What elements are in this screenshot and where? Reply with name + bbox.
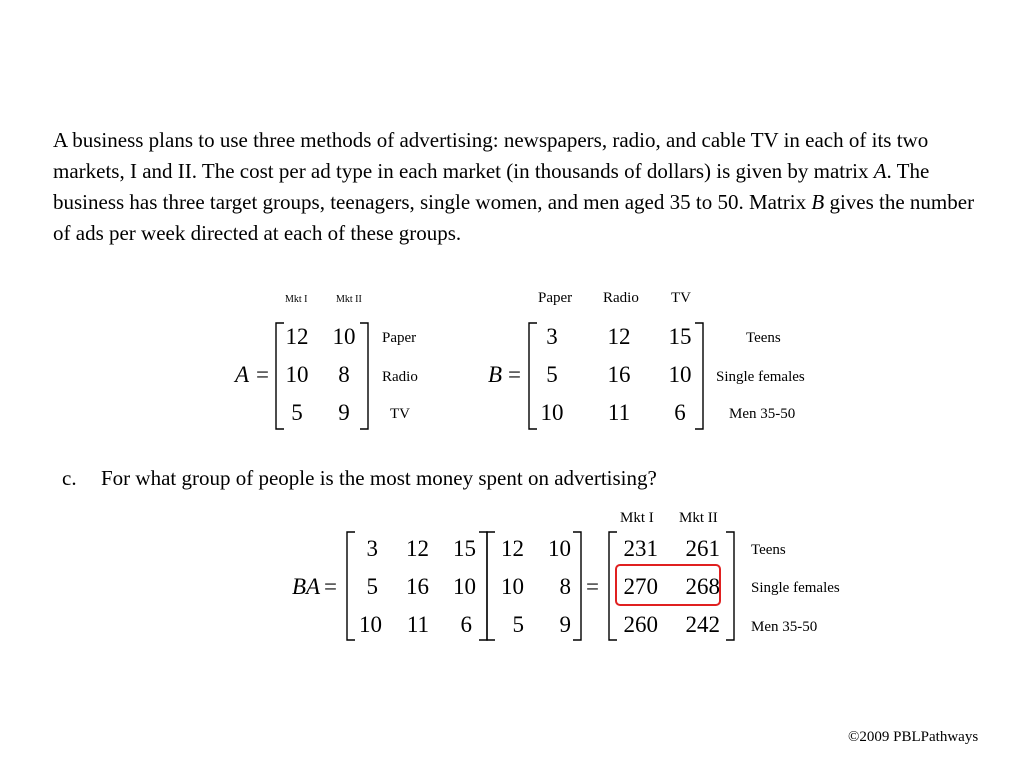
product-b-cell: 10: [453, 574, 476, 599]
product-result-cell: 242: [685, 612, 720, 637]
matrix-b-row-label: Teens: [746, 330, 781, 346]
question-letter: c.: [62, 466, 77, 490]
product-b-cell: 5: [366, 574, 378, 599]
product-row-label: Men 35-50: [751, 619, 818, 635]
matrix-b-cell: 10: [540, 400, 564, 425]
product-result-cell: 261: [685, 536, 720, 561]
matrix-a-cell: 5: [291, 400, 303, 425]
product-a-cell: 9: [559, 612, 571, 637]
product-result-cell: 270: [623, 574, 658, 599]
matrix-a-cell: 10: [285, 362, 309, 387]
matrix-b-reference: B: [811, 190, 825, 214]
product-a-cell: 12: [501, 536, 524, 561]
product-b-cell: 3: [366, 536, 378, 561]
product-result-cell: 231: [623, 536, 658, 561]
matrix-b-cell: 10: [668, 362, 692, 387]
problem-text-part-2: . The business has three target groups, teenagers, single women, and men aged 35 to 50. Matrix: [53, 159, 930, 214]
matrix-a-equals: =: [256, 362, 269, 387]
problem-text-part-3: gives the number of ads per week directed at each of these groups.: [53, 190, 975, 245]
matrix-a-row-label: Paper: [382, 330, 417, 346]
product-b-cell: 16: [406, 574, 429, 599]
matrix-b-name: B: [488, 362, 503, 387]
product-b-cell: 12: [406, 536, 429, 561]
product-col-header: Mkt I: [620, 510, 654, 526]
matrix-a-row-label: TV: [390, 406, 410, 422]
product-row-label: Teens: [751, 542, 786, 558]
matrix-b-cell: 12: [607, 324, 631, 349]
matrix-a-col-header: Mkt II: [336, 294, 362, 305]
product-b-cell: 15: [453, 536, 476, 561]
problem-text-part-1: A business plans to use three methods of advertising: newspapers, radio, and cable TV in each of its two markets, I and II. The cost per ad type in each market (in thousands of dollars) is given by matrix: [53, 128, 929, 183]
product-equals: =: [324, 574, 337, 599]
product-row-label: Single females: [751, 580, 840, 596]
product-col-header: Mkt II: [679, 510, 718, 526]
matrix-a-cell: 12: [285, 324, 309, 349]
matrix-b-cell: 16: [607, 362, 631, 387]
matrix-b-cell: 3: [546, 324, 558, 349]
matrix-a-cell: 8: [338, 362, 350, 387]
matrix-b-cell: 5: [546, 362, 558, 387]
matrix-a-name: A: [235, 362, 250, 387]
product-result-right-bracket: [724, 531, 736, 641]
highlight-box-single-females: [615, 564, 721, 606]
product-result-cell: 260: [623, 612, 658, 637]
product-b-cell: 6: [460, 612, 472, 637]
matrix-b-cell: 6: [674, 400, 686, 425]
matrix-b-equals: =: [508, 362, 521, 387]
product-a-cell: 10: [501, 574, 524, 599]
copyright-footer: ©2009 PBLPathways: [848, 729, 979, 745]
product-result-cell: 268: [685, 574, 720, 599]
matrix-a-cell: 9: [338, 400, 350, 425]
product-b-cell: 11: [406, 612, 429, 637]
product-a-cell: 10: [548, 536, 571, 561]
matrix-b-col-header: Radio: [603, 290, 639, 306]
matrix-b-col-header: TV: [671, 290, 691, 306]
matrix-a-reference: A: [873, 159, 887, 183]
matrix-b-cell: 15: [668, 324, 692, 349]
question-text: For what group of people is the most money spent on advertising?: [101, 466, 657, 490]
matrix-a-col-header: Mkt I: [285, 294, 308, 305]
product-a-cell: 5: [512, 612, 524, 637]
matrix-a-row-label: Radio: [382, 369, 418, 385]
product-equals-result: =: [586, 574, 599, 599]
product-a-cell: 8: [559, 574, 571, 599]
matrix-b-cell: 11: [607, 400, 631, 425]
product-a-right-bracket: [571, 531, 583, 641]
product-b-cell: 10: [359, 612, 382, 637]
product-name: BA: [292, 574, 321, 599]
problem-statement: [53, 125, 983, 249]
matrix-b-row-label: Single females: [716, 369, 805, 385]
matrix-b-col-header: Paper: [538, 290, 573, 306]
matrix-a-cell: 10: [332, 324, 356, 349]
matrix-b-row-label: Men 35-50: [729, 406, 796, 422]
